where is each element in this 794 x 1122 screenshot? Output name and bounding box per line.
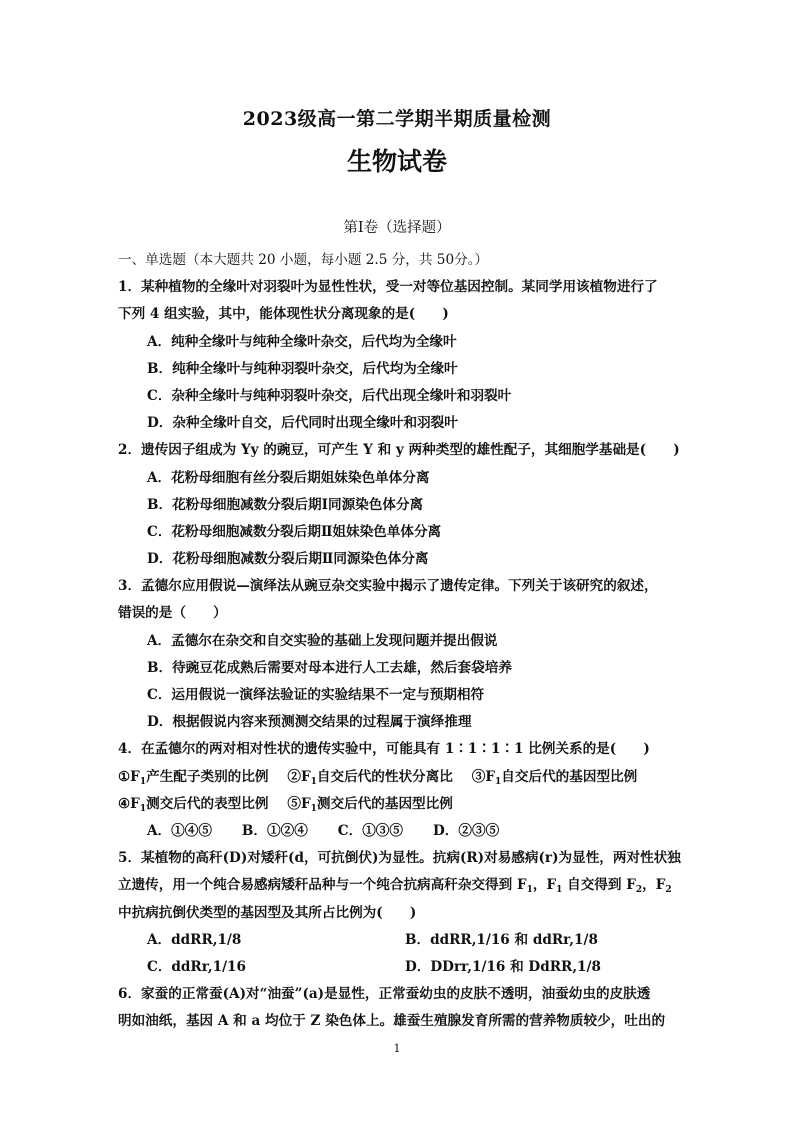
q1-option-a: A．纯种全缘叶与纯种全缘叶杂交，后代均为全缘叶	[147, 333, 457, 350]
q3-option-b: B．待豌豆花成熟后需要对母本进行人工去雄，然后套袋培养	[147, 659, 512, 676]
exam-title: 2023级高一第二学期半期质量检测	[242, 108, 552, 130]
q3-option-d: D．根据假说内容来预测测交结果的过程属于演绎推理	[147, 714, 472, 731]
section-heading: 一、单选题（本大题共 20 小题，每小题 2.5 分，共 50分。）	[118, 252, 489, 268]
q4-option-b: B．①②④	[241, 822, 308, 839]
q5-stem-line1: 5．某植物的高秆(D)对矮秆(d，可抗倒伏)为显性。抗病(R)对易感病(r)为显性，两对性状独	[118, 850, 681, 867]
q2-option-a: A．花粉母细胞有丝分裂后期姐妹染色单体分离	[147, 469, 430, 486]
q4-options	[118, 818, 688, 845]
q5-option-c: C．ddRr,1/16	[147, 958, 246, 975]
q4-items-line1	[118, 764, 688, 791]
q5-stem-line3: 中抗病抗倒伏类型的基因型及其所占比例为( )	[118, 904, 417, 921]
q2-option-c: C．花粉母细胞减数分裂后期Ⅱ姐妹染色单体分离	[147, 523, 442, 540]
q4-option-d: D．②③⑤	[433, 822, 500, 839]
q1-option-d: D．杂种全缘叶自交，后代同时出现全缘叶和羽裂叶	[147, 415, 458, 432]
q5-options-row1	[118, 927, 688, 954]
part-heading: 第Ⅰ卷（选择题）	[343, 220, 451, 236]
q4-item3: $③F_1$自交后代的基因型比例	[471, 768, 638, 787]
q4-option-c: C．①③⑤	[337, 822, 403, 839]
q2-option-b: B．花粉母细胞减数分裂后期Ⅰ同源染色体分离	[147, 496, 424, 513]
q3-option-c: C．运用假说一演绎法验证的实验结果不一定与预期相符	[147, 687, 485, 703]
q2-option-d: D．花粉母细胞减数分裂后期Ⅱ同源染色体分离	[147, 551, 429, 568]
q5-option-b: B．ddRR,1/16 和 ddRr,1/8	[405, 931, 598, 948]
q4-option-a: A．①④⑤	[147, 822, 212, 839]
questions-body	[118, 247, 688, 1035]
q4-item4: $④F_1$测交后代的表型比例	[118, 795, 269, 814]
q3-stem-line2: 错误的是（ ）	[118, 605, 227, 622]
q5-stem-line2: 立遗传，用一个纯合易感病矮秆品种与一个纯合抗病高秆杂交得到 $F_1$，$F_1$ 自交得到 $F_2$，$F_2$	[118, 877, 672, 896]
q1-option-c: C．杂种全缘叶与纯种羽裂叶杂交，后代出现全缘叶和羽裂叶	[147, 387, 512, 404]
page-number: 1	[393, 1042, 401, 1055]
q6-stem-line1: 6．家蚕的正常蚕(A)对“油蚕”(a)是显性，正常蚕幼虫的皮肤不透明，油蚕幼虫的皮肤透	[118, 986, 651, 1003]
q3-option-a: A．孟德尔在杂交和自交实验的基础上发现问题并提出假说	[147, 632, 498, 649]
q5-options-row2	[118, 954, 688, 981]
q1-option-b: B．纯种全缘叶与纯种羽裂叶杂交，后代均为全缘叶	[147, 360, 458, 377]
q4-item5: $⑤F_1$测交后代的基因型比例	[287, 795, 453, 814]
q1-stem-line2: 下列 4 组实验，其中，能体现性状分离现象的是( )	[118, 306, 449, 323]
q2-stem-line1: 2．遗传因子组成为 Yy 的豌豆，可产生 Y 和 y 两种类型的雄性配子，其细胞学基础是( )	[118, 442, 680, 459]
exam-subtitle: 生物试卷	[346, 147, 447, 176]
q5-option-a: A．ddRR,1/8	[147, 931, 242, 948]
q4-item1: $①F_1$产生配子类别的比例	[118, 768, 269, 787]
q3-stem-line1: 3．孟德尔应用假说—演绎法从豌豆杂交实验中揭示了遗传定律。下列关于该研究的叙述，	[118, 578, 658, 595]
q5-option-d: D．DDrr,1/16 和 DdRR,1/8	[405, 958, 601, 975]
q6-stem-line2: 明如油纸，基因 A 和 a 均位于 Z 染色体上。雄蚕生殖腺发育所需的营养物质较少，吐出的	[118, 1013, 666, 1030]
q4-item2: $②F_1$自交后代的性状分离比	[287, 768, 453, 787]
q4-items-line2	[118, 791, 688, 818]
q1-stem-line1: 1．某种植物的全缘叶对羽裂叶为显性性状，受一对等位基因控制。某同学用该植物进行了	[118, 279, 658, 296]
q4-stem-line1: 4．在孟德尔的两对相对性状的遗传实验中，可能具有 1∶1∶1∶1 比例关系的是( )	[118, 741, 650, 758]
